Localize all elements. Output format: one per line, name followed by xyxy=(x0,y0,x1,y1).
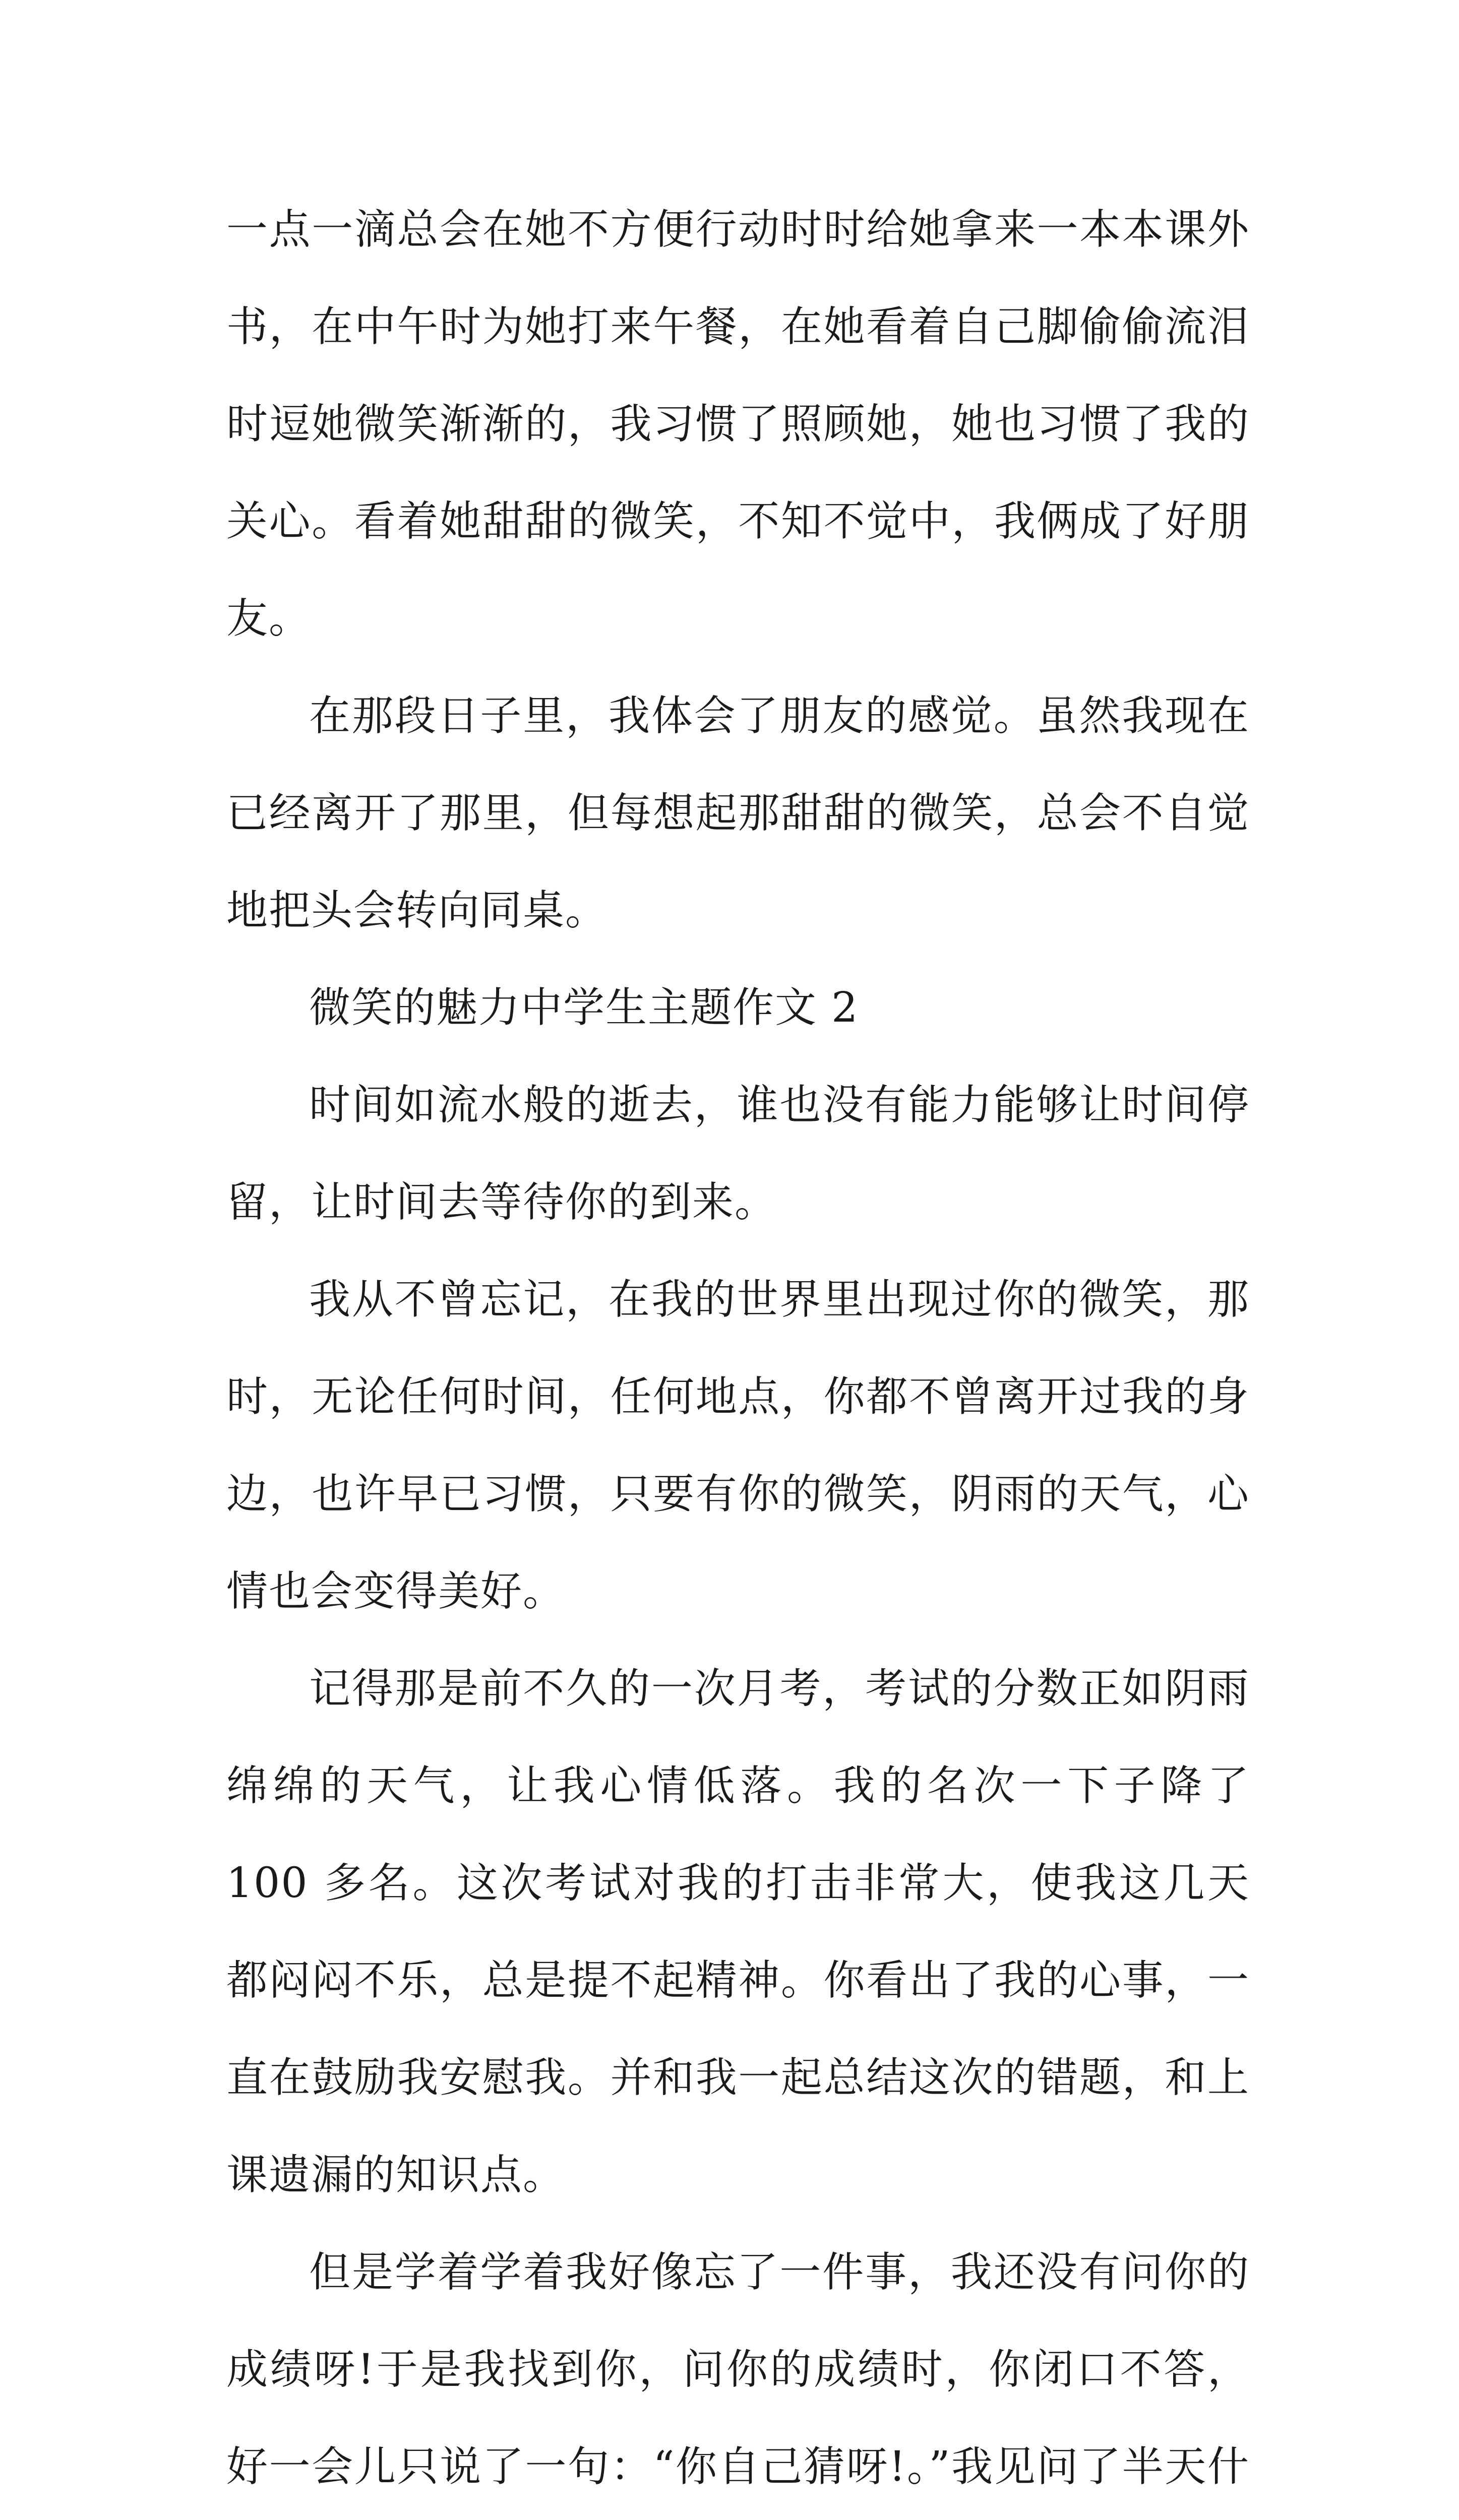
essay-title: 微笑的魅力中学生主题作文 2 xyxy=(309,984,859,1032)
paragraph: 在那段日子里，我体会了朋友的感觉。虽然我现在已经离开了那里，但每想起那甜甜的微笑，总会不自觉地把头会转向同桌。 xyxy=(226,692,1250,934)
paragraph: 但是学着学着我好像忘了一件事，我还没有问你的成绩呀!于是我找到你，问你的成绩时，你闭口不答，好一会儿只说了一句：“你自己猜呀!。”我见问了半天什 xyxy=(226,2248,1250,2491)
paragraph: 时间如流水般的逝去，谁也没有能力能够让时间停留，让时间去等待你的到来。 xyxy=(226,1081,1250,1226)
paragraph: 我从不曾忘记，在我的世界里出现过你的微笑，那时，无论任何时间，任何地点，你都不曾离开过我的身边，也许早已习惯，只要有你的微笑，阴雨的天气，心情也会变得美好。 xyxy=(226,1276,1250,1615)
paragraph: 记得那是前不久的一次月考，考试的分数正如阴雨绵绵的天气，让我心情低落。我的名次一下子降了 100 多名。这次考试对我的打击非常大，使我这几天都闷闷不乐，总是提不起精神。你看出了我的心事，一直在鼓励我安慰我。并和我一起总结这次的错题，和上课遗漏的知识点。 xyxy=(226,1665,1250,2199)
body-text xyxy=(226,181,1250,2520)
paragraph: 一点一滴总会在她不方便行动时时给她拿来一本本课外书，在中午时为她打来午餐，在她看着自己脚偷偷流泪时逗她微笑渐渐的，我习惯了照顾她，她也习惯了我的关心。看着她甜甜的微笑，不知不觉中，我俩成了好朋友。 xyxy=(226,206,1250,643)
